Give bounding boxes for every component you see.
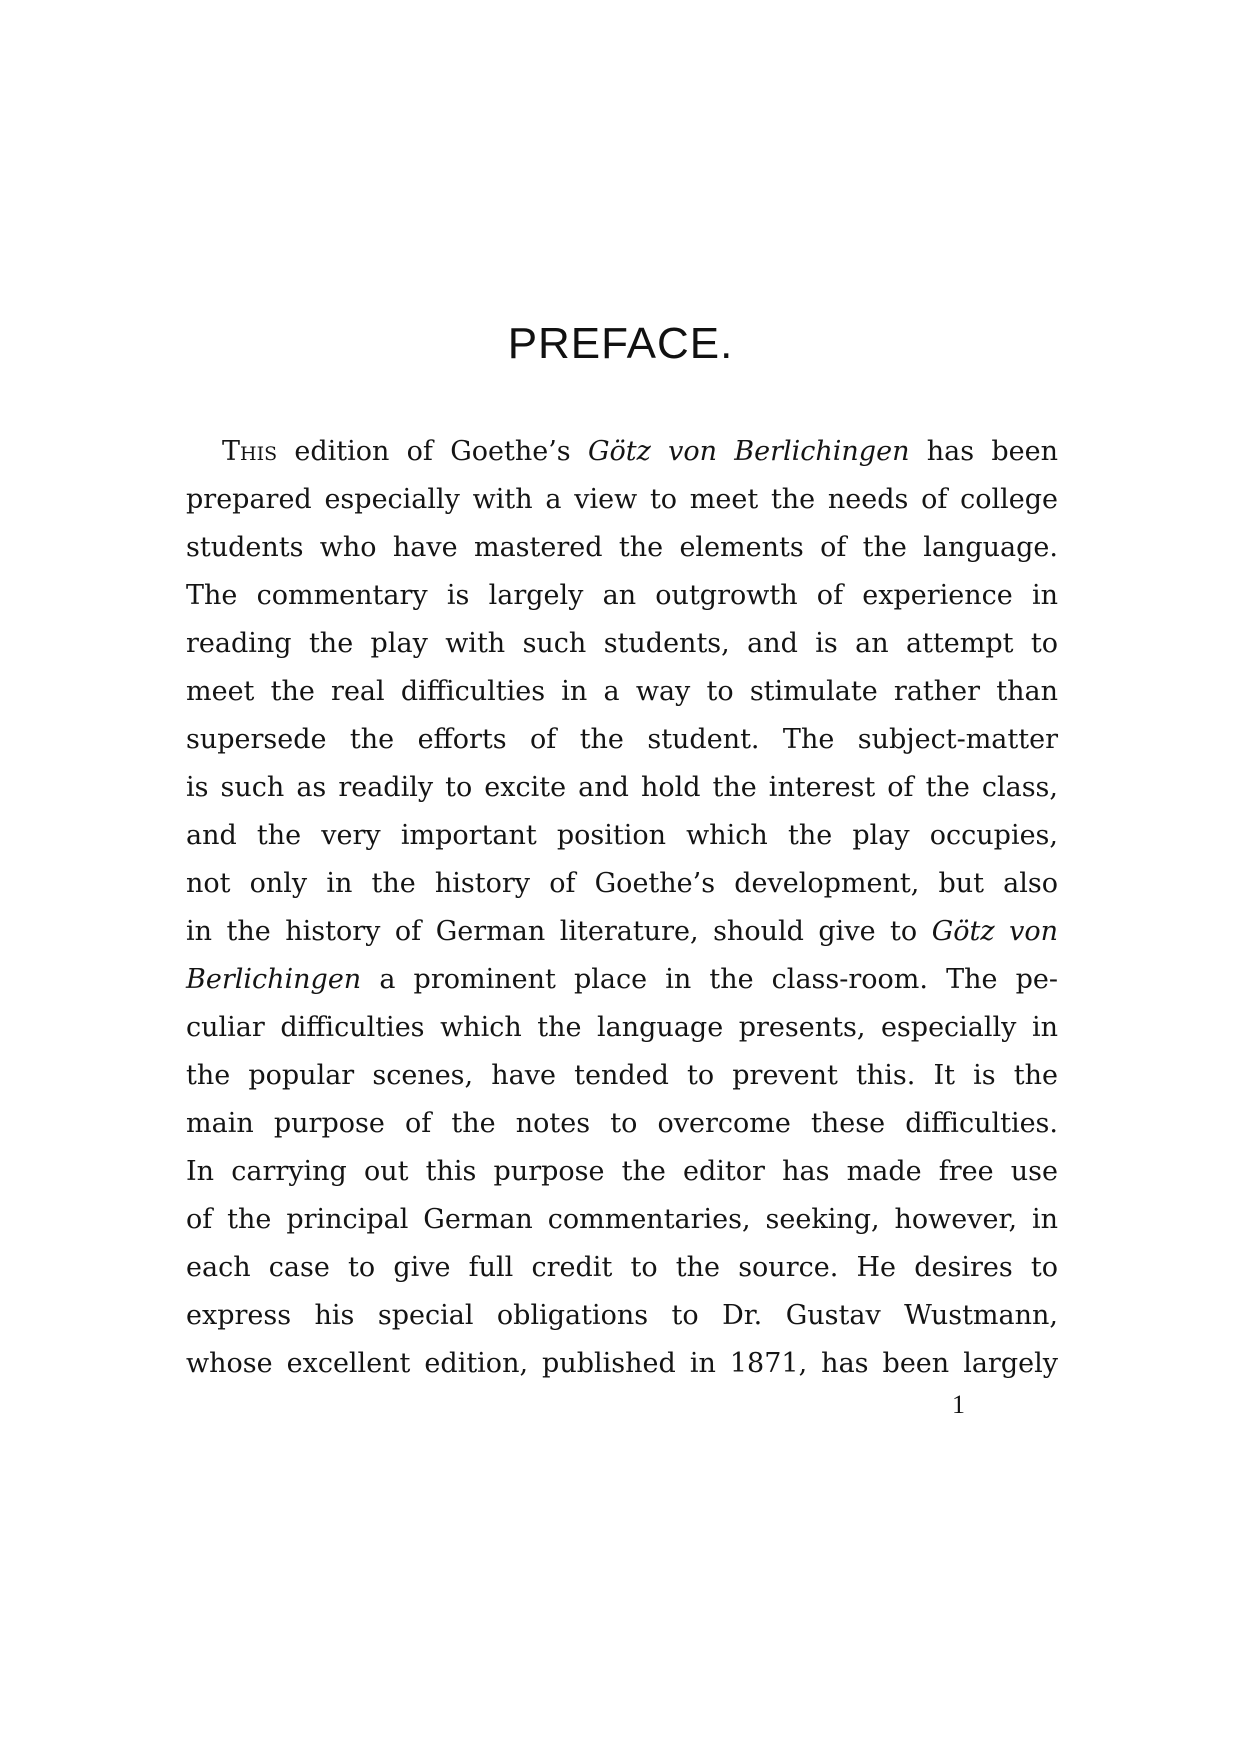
text-run: each case to give full credit to the source. He desires to — [186, 1252, 1058, 1283]
text-run: is such as readily to excite and hold the interest of the class, — [186, 772, 1058, 803]
text-run: not only in the history of Goethe’s development, but also — [186, 868, 1058, 899]
text-run: the popular scenes, have tended to prevent this. It is the — [186, 1060, 1058, 1091]
title-italic: Götz von — [931, 916, 1058, 947]
text-run: in the history of German literature, should give to — [186, 916, 932, 947]
text-line — [186, 860, 1058, 908]
title-italic: Götz von Berlichingen — [587, 436, 910, 467]
text-run: edition of Goethe’s — [277, 436, 588, 467]
text-line — [186, 764, 1058, 812]
text-line — [186, 572, 1058, 620]
title-italic: Berlichingen — [186, 964, 362, 995]
text-line — [186, 1340, 1058, 1388]
text-line — [186, 428, 1058, 476]
text-run: This — [222, 436, 278, 467]
text-run: has been — [909, 436, 1058, 467]
text-run: a prominent place in the class-room. The pe- — [361, 964, 1058, 995]
text-run: students who have mastered the elements of the language. — [186, 532, 1058, 563]
text-line — [186, 1244, 1058, 1292]
text-run: express his special obligations to Dr. Gustav Wustmann, — [186, 1300, 1058, 1331]
text-run: reading the play with such students, and is an attempt to — [186, 628, 1058, 659]
signature-mark: 1 — [952, 1390, 965, 1419]
text-run: meet the real difficulties in a way to stimulate rather than — [186, 676, 1058, 707]
text-line — [186, 716, 1058, 764]
text-run: supersede the efforts of the student. The subject-matter — [186, 724, 1058, 755]
text-run: whose excellent edition, published in 1871, has been largely — [186, 1348, 1058, 1379]
text-line — [186, 1004, 1058, 1052]
text-line — [186, 1100, 1058, 1148]
text-run: In carrying out this purpose the editor has made free use — [186, 1156, 1058, 1187]
page-title: PREFACE. — [507, 319, 734, 368]
text-run: and the very important position which the play occupies, — [186, 820, 1058, 851]
text-line — [186, 668, 1058, 716]
text-line — [186, 1196, 1058, 1244]
text-run: of the principal German commentaries, seeking, however, in — [186, 1204, 1058, 1235]
text-line — [186, 908, 1058, 956]
preface-paragraph — [186, 428, 1058, 1388]
text-line — [186, 1292, 1058, 1340]
text-run: prepared especially with a view to meet the needs of college — [186, 484, 1058, 515]
text-line — [186, 476, 1058, 524]
text-run: main purpose of the notes to overcome these difficulties. — [186, 1108, 1058, 1139]
text-line — [186, 524, 1058, 572]
text-run: culiar difficulties which the language presents, especially in — [186, 1012, 1058, 1043]
text-line — [186, 812, 1058, 860]
text-line — [186, 1148, 1058, 1196]
text-line — [186, 956, 1058, 1004]
text-run: The commentary is largely an outgrowth of experience in — [186, 580, 1058, 611]
text-line — [186, 620, 1058, 668]
text-line — [186, 1052, 1058, 1100]
